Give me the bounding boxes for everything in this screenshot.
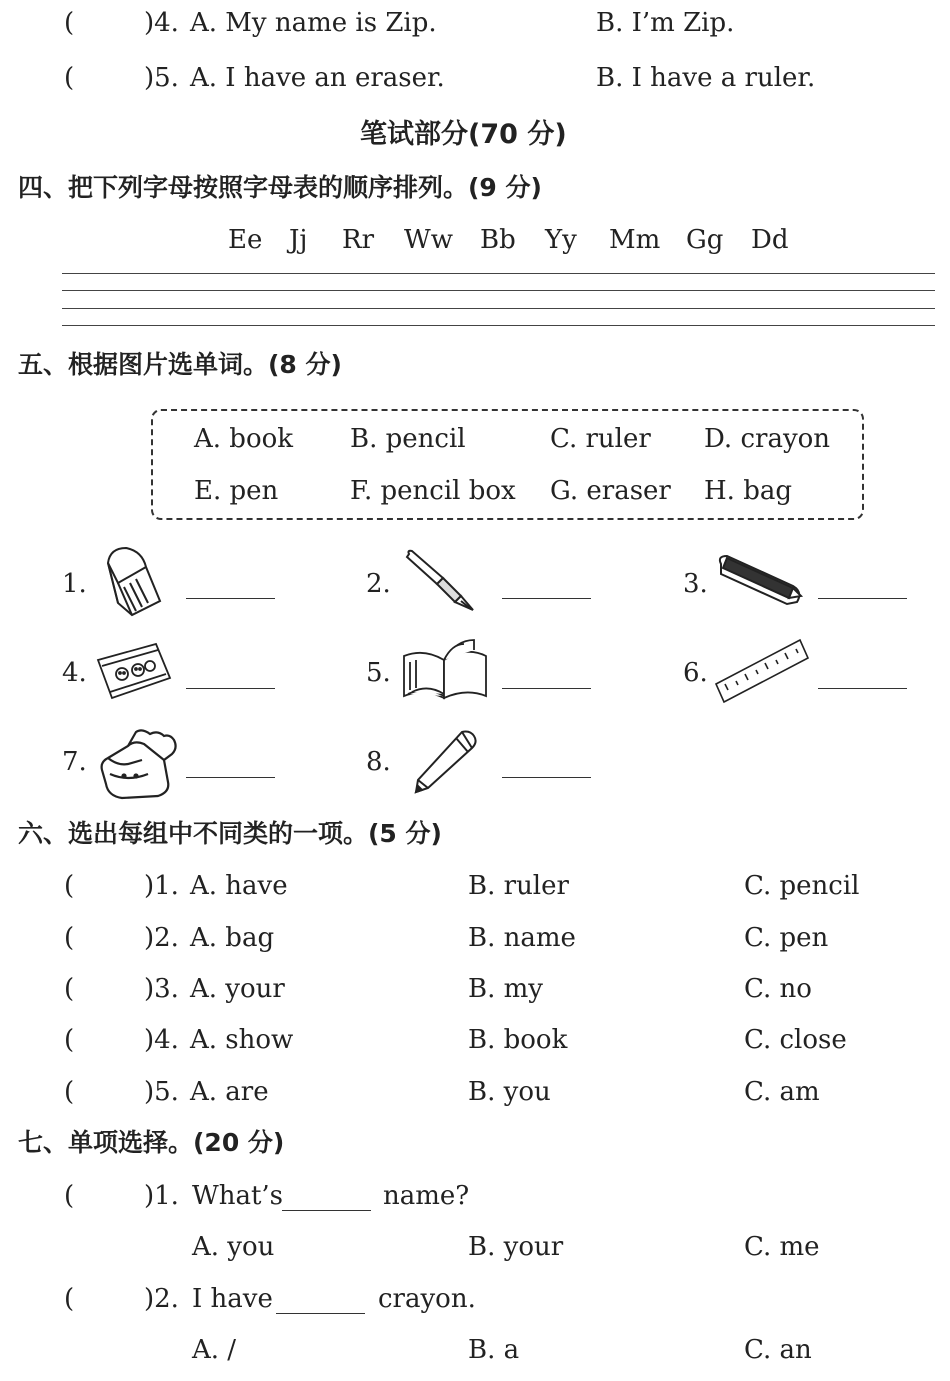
- crayon-picture: [713, 552, 805, 608]
- letter: Rr: [342, 225, 375, 255]
- item-number: )2.: [144, 1284, 179, 1314]
- item-number: )5.: [144, 1077, 179, 1107]
- writing-line: [62, 325, 935, 326]
- answer-paren[interactable]: (: [64, 1284, 75, 1314]
- option-c: C. am: [744, 1077, 820, 1107]
- answer-paren[interactable]: (: [64, 1077, 75, 1107]
- answer-paren[interactable]: (: [64, 923, 75, 953]
- option-a: A. My name is Zip.: [190, 8, 437, 38]
- item-number: )1.: [144, 871, 179, 901]
- option-b: B. your: [468, 1232, 564, 1262]
- picture-item-number: 4.: [62, 658, 87, 688]
- written-part-title: 笔试部分(70 分): [360, 119, 567, 150]
- answer-blank[interactable]: [502, 777, 591, 778]
- pen-picture: [403, 548, 479, 614]
- item-number: )3.: [144, 974, 179, 1004]
- option-b: B. ruler: [468, 871, 569, 901]
- answer-paren[interactable]: (: [64, 1181, 75, 1211]
- letter: Ww: [404, 225, 453, 255]
- item-number: )4.: [144, 1025, 179, 1055]
- option-c: C. an: [744, 1335, 812, 1365]
- word-option: F. pencil box: [350, 476, 516, 506]
- item-number: )1.: [144, 1181, 179, 1211]
- option-a: A. bag: [190, 923, 275, 953]
- writing-line: [62, 290, 935, 291]
- answer-blank[interactable]: [818, 598, 907, 599]
- option-a: A. have: [190, 871, 288, 901]
- picture-item-number: 5.: [366, 658, 391, 688]
- writing-line[interactable]: [62, 273, 935, 274]
- answer-blank[interactable]: [502, 688, 591, 689]
- section6-title: 六、选出每组中不同类的一项。(5 分): [18, 819, 442, 848]
- question-text: What’s: [192, 1181, 284, 1211]
- question-text: I have: [192, 1284, 273, 1314]
- letter: Gg: [686, 225, 724, 255]
- option-a: A. show: [190, 1025, 294, 1055]
- word-option: D. crayon: [704, 424, 831, 454]
- letter: Dd: [751, 225, 789, 255]
- option-b: B. my: [468, 974, 543, 1004]
- bag-picture: [98, 726, 182, 802]
- picture-item-number: 7.: [62, 747, 87, 777]
- picture-item-number: 6.: [683, 658, 708, 688]
- book-picture: [398, 636, 492, 702]
- option-a: A. I have an eraser.: [190, 63, 445, 93]
- word-option: C. ruler: [550, 424, 651, 454]
- question-text: name?: [383, 1181, 470, 1211]
- answer-paren[interactable]: (: [64, 1025, 75, 1055]
- option-a: A. you: [192, 1232, 275, 1262]
- option-c: C. pencil: [744, 871, 860, 901]
- option-a: A. /: [192, 1335, 237, 1365]
- option-b: B. name: [468, 923, 576, 953]
- section5-title: 五、根据图片选单词。(8 分): [18, 350, 342, 379]
- letter: Mm: [609, 225, 661, 255]
- option-b: B. you: [468, 1077, 551, 1107]
- letter: Bb: [480, 225, 516, 255]
- letter: Jj: [289, 225, 308, 255]
- answer-blank[interactable]: [502, 598, 591, 599]
- eraser-picture: [98, 543, 164, 619]
- item-number: )2.: [144, 923, 179, 953]
- ruler-picture: [712, 634, 810, 708]
- question-blank[interactable]: [276, 1313, 365, 1314]
- answer-blank[interactable]: [186, 688, 275, 689]
- picture-item-number: 8.: [366, 747, 391, 777]
- option-b: B. I’m Zip.: [596, 8, 735, 38]
- section7-title: 七、单项选择。(20 分): [18, 1128, 285, 1157]
- item-number: )5.: [144, 63, 179, 93]
- letter: Ee: [228, 225, 263, 255]
- answer-blank[interactable]: [186, 777, 275, 778]
- option-c: C. close: [744, 1025, 847, 1055]
- option-c: C. pen: [744, 923, 829, 953]
- answer-paren[interactable]: (: [64, 974, 75, 1004]
- question-blank[interactable]: [282, 1210, 371, 1211]
- answer-paren[interactable]: (: [64, 63, 75, 93]
- option-b: B. I have a ruler.: [596, 63, 816, 93]
- word-option: B. pencil: [350, 424, 466, 454]
- pencil-box-picture: [94, 640, 174, 704]
- answer-blank[interactable]: [818, 688, 907, 689]
- section4-title: 四、把下列字母按照字母表的顺序排列。(9 分): [18, 173, 542, 202]
- pencil-picture: [408, 728, 480, 798]
- writing-line: [62, 308, 935, 309]
- option-b: B. a: [468, 1335, 520, 1365]
- letter: Yy: [545, 225, 577, 255]
- answer-paren[interactable]: (: [64, 8, 75, 38]
- word-option: G. eraser: [550, 476, 671, 506]
- picture-item-number: 3.: [683, 569, 708, 599]
- answer-paren[interactable]: (: [64, 871, 75, 901]
- word-option: E. pen: [194, 476, 279, 506]
- option-c: C. no: [744, 974, 812, 1004]
- answer-blank[interactable]: [186, 598, 275, 599]
- option-b: B. book: [468, 1025, 568, 1055]
- option-a: A. your: [190, 974, 285, 1004]
- option-c: C. me: [744, 1232, 820, 1262]
- picture-item-number: 2.: [366, 569, 391, 599]
- option-a: A. are: [190, 1077, 269, 1107]
- picture-item-number: 1.: [62, 569, 87, 599]
- word-option: H. bag: [704, 476, 792, 506]
- question-text: crayon.: [378, 1284, 476, 1314]
- item-number: )4.: [144, 8, 179, 38]
- word-option: A. book: [194, 424, 294, 454]
